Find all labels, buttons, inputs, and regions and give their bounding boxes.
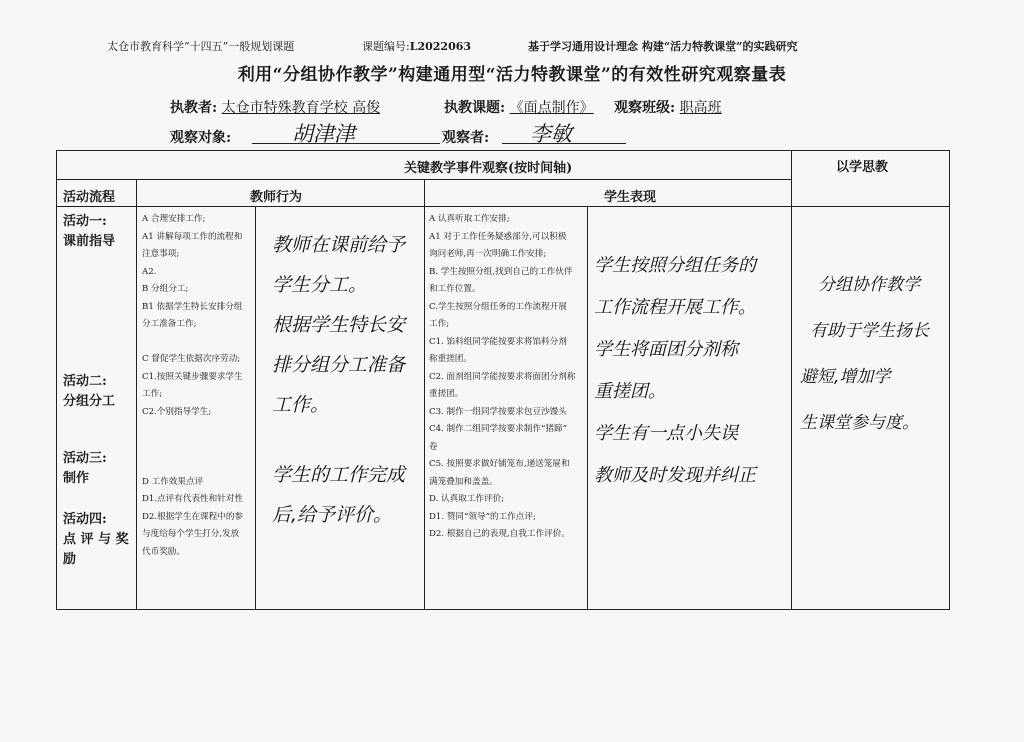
list-item: A1 讲解每项工作的流程和: [142, 231, 243, 242]
activity-4: 活动四: 点 评 与 奖 励: [63, 512, 129, 567]
list-item: 卷: [429, 441, 438, 452]
activity-1: 活动一: 课前指导: [63, 214, 116, 249]
list-item: 与度给每个学生打分,发放: [142, 529, 240, 539]
target-value: 胡津津: [292, 122, 355, 146]
header-reflect: 以学思教: [836, 160, 889, 175]
activity-3: 活动三: 制作: [63, 451, 107, 486]
list-item: 代币奖励。: [142, 546, 185, 557]
list-item: D1.点评有代表性和针对性: [142, 494, 244, 504]
list-item: [142, 456, 254, 474]
list-item: C2.个别指导学生;: [142, 406, 212, 417]
list-item: 询问老师,再一次明确工作安排;: [429, 249, 547, 259]
list-item: C1. 馅料组同学能按要求将馅料分剂: [429, 336, 567, 347]
teacher-notes: 教师在课前给予 学生分工。 根据学生特长安 排分组分工准备 工作。 学生的工作完成 后,给予评价。: [272, 234, 406, 526]
project-code: 课题编号:L2022063: [362, 40, 472, 53]
list-item: D2. 根据自己的表现,自我工作评价。: [429, 529, 570, 539]
list-item: 满笼叠加和盖盖。: [429, 476, 498, 487]
observer-field: 观察者:: [442, 130, 490, 146]
teacher-behaviour-list: [142, 211, 254, 561]
list-item: C4. 制作二组同学按要求制作“猪蹄”: [429, 424, 568, 434]
list-item: C.学生按照分组任务的工作流程开展: [429, 301, 567, 312]
list-item: D1. 赞同“领导”的工作点评;: [429, 511, 536, 522]
class-field: 观察班级: 职高班: [614, 100, 722, 116]
target-field: 观察对象:: [170, 130, 232, 146]
list-item: C1.按照关键步骤要求学生: [142, 371, 243, 382]
list-item: 工作;: [429, 319, 450, 329]
list-item: [142, 421, 254, 439]
activity-2: 活动二: 分组分工: [63, 374, 116, 409]
list-item: 分工准备工作;: [142, 319, 197, 329]
list-item: B 分组分工;: [142, 284, 189, 294]
student-performance-list: [429, 211, 585, 544]
list-item: [142, 439, 254, 457]
observer-value: 李敏: [530, 122, 572, 146]
header-main: 关键教学事件观察(按时间轴): [404, 161, 573, 176]
list-item: A1 对于工作任务疑惑部分,可以积极: [429, 231, 567, 242]
list-item: 称重搓团。: [429, 354, 472, 364]
list-item: B1 依据学生特长安排分组: [142, 301, 243, 312]
page-title: 利用“分组协作教学”构建通用型“活力特教课堂”的有效性研究观察量表: [237, 65, 787, 85]
list-item: 工作;: [142, 389, 163, 399]
col-teacher: 教师行为: [250, 190, 303, 205]
list-item: D2.根据学生在课程中的参: [142, 511, 244, 522]
list-item: B. 学生按照分组,找到自己的工作伙伴: [429, 266, 573, 277]
list-item: 重搓团。: [429, 389, 464, 399]
col-flow: 活动流程: [63, 190, 116, 205]
list-item: [142, 334, 254, 352]
list-item: A 认真听取工作安排;: [429, 214, 510, 224]
list-item: 和工作位置。: [429, 284, 481, 294]
list-item: D 工作效果点评: [142, 476, 204, 487]
list-item: A2.: [142, 266, 157, 277]
list-item: C 督促学生依据次序劳动;: [142, 354, 241, 364]
list-item: C3. 制作一组同学按要求包豆沙馒头: [429, 406, 567, 417]
topic-field: 执教课题: 《面点制作》: [444, 100, 594, 116]
student-notes: 学生按照分组任务的 工作流程开展工作。 学生将面团分剂称 重搓团。 学生有一点小失误 教师及时发现并纠正: [594, 255, 756, 486]
col-student: 学生表现: [604, 190, 657, 205]
list-item: 注意事项;: [142, 249, 180, 259]
list-item: C2. 面剂组同学能按要求将面团分剂称: [429, 371, 576, 382]
list-item: D. 认真取工作评价;: [429, 494, 505, 504]
project-title: 太仓市教育科学“十四五”一般规划课题: [107, 40, 295, 53]
reflection-notes: 分组协作教学 有助于学生扬长 避短,增加学 生课堂参与度。: [800, 275, 929, 433]
teacher-field: 执教者: 太仓市特殊教育学校 高俊: [170, 100, 381, 116]
research-title: 基于学习通用设计理念 构建“活力特教课堂”的实践研究: [528, 40, 798, 53]
list-item: A 合理安排工作;: [142, 214, 206, 224]
list-item: C5. 按照要求做好铺笼布,递送笼屉和: [429, 459, 570, 469]
